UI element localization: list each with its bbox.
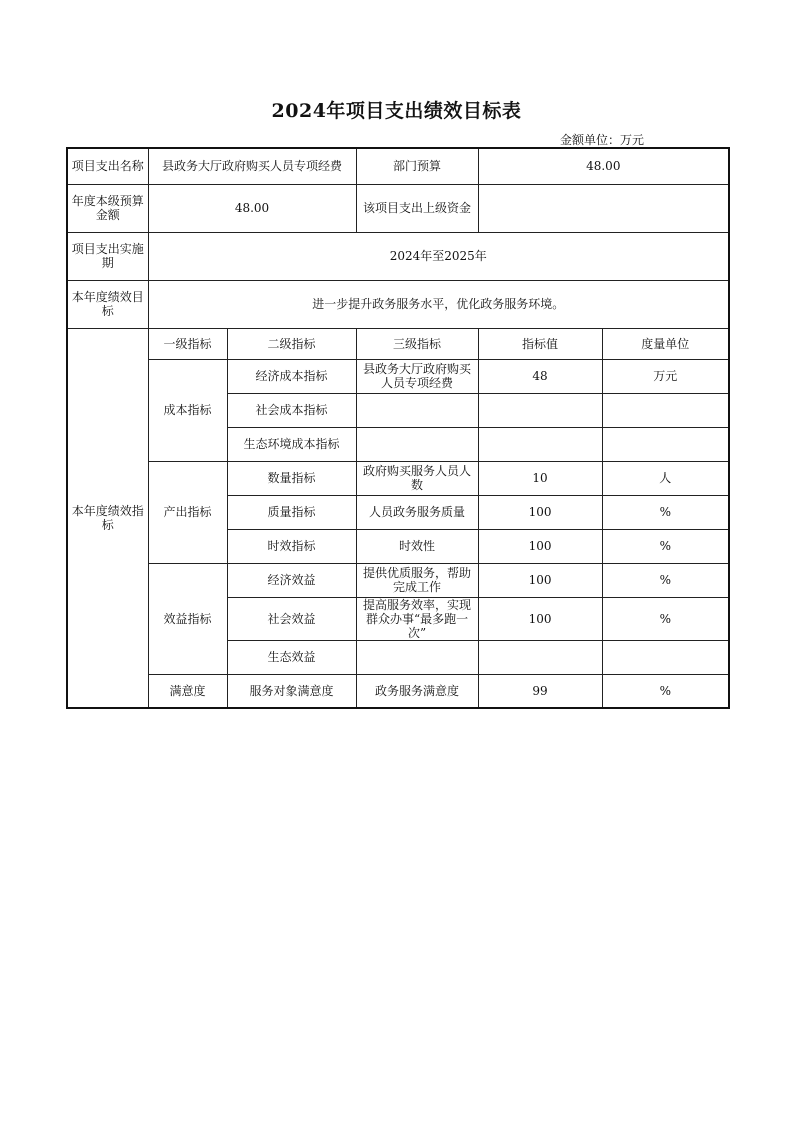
unit-cell — [602, 393, 729, 427]
value-cell — [478, 640, 602, 674]
amount-unit-label: 金额单位：万元 — [560, 133, 645, 147]
unit-cell: % — [602, 495, 729, 529]
table-row — [67, 328, 729, 359]
level3-cell: 政府购买服务人员人数 — [356, 461, 478, 495]
upper-funds-label: 该项目支出上级资金 — [356, 184, 478, 232]
project-name-value: 县政务大厅政府购买人员专项经费 — [148, 148, 356, 184]
value-cell: 100 — [478, 563, 602, 597]
annual-budget-value: 48.00 — [148, 184, 356, 232]
level3-cell: 人员政务服务质量 — [356, 495, 478, 529]
value-cell: 99 — [478, 674, 602, 708]
column-header: 度量单位 — [602, 328, 729, 359]
level2-cell: 经济效益 — [227, 563, 356, 597]
level2-cell: 社会成本指标 — [227, 393, 356, 427]
level3-cell: 政务服务满意度 — [356, 674, 478, 708]
value-cell — [478, 393, 602, 427]
annual-budget-label: 年度本级预算金额 — [67, 184, 148, 232]
column-header: 一级指标 — [148, 328, 227, 359]
table-row — [67, 563, 729, 597]
level2-cell: 质量指标 — [227, 495, 356, 529]
value-cell: 100 — [478, 597, 602, 640]
table-row — [67, 280, 729, 328]
column-header: 三级指标 — [356, 328, 478, 359]
table-row — [67, 232, 729, 280]
group-satisfaction-label: 满意度 — [148, 674, 227, 708]
period-value: 2024年至2025年 — [148, 232, 729, 280]
dept-budget-label: 部门预算 — [356, 148, 478, 184]
value-cell: 10 — [478, 461, 602, 495]
group-output-label: 产出指标 — [148, 461, 227, 563]
unit-cell: % — [602, 597, 729, 640]
unit-cell — [602, 427, 729, 461]
level3-cell — [356, 393, 478, 427]
value-cell: 100 — [478, 495, 602, 529]
value-cell — [478, 427, 602, 461]
group-cost-label: 成本指标 — [148, 359, 227, 461]
dept-budget-value: 48.00 — [478, 148, 729, 184]
unit-cell: 人 — [602, 461, 729, 495]
level3-cell: 提高服务效率，实现群众办事“最多跑一次” — [356, 597, 478, 640]
level2-cell: 生态环境成本指标 — [227, 427, 356, 461]
level3-cell — [356, 427, 478, 461]
level2-cell: 数量指标 — [227, 461, 356, 495]
unit-cell: 万元 — [602, 359, 729, 393]
level2-cell: 时效指标 — [227, 529, 356, 563]
level3-cell: 县政务大厅政府购买人员专项经费 — [356, 359, 478, 393]
table-row — [67, 148, 729, 184]
column-header: 指标值 — [478, 328, 602, 359]
level3-cell: 提供优质服务，帮助完成工作 — [356, 563, 478, 597]
level3-cell: 时效性 — [356, 529, 478, 563]
performance-goal-table — [66, 147, 730, 709]
level2-cell: 生态效益 — [227, 640, 356, 674]
project-name-label: 项目支出名称 — [67, 148, 148, 184]
unit-cell: % — [602, 529, 729, 563]
goal-value: 进一步提升政务服务水平，优化政务服务环境。 — [148, 280, 729, 328]
level2-cell: 经济成本指标 — [227, 359, 356, 393]
upper-funds-value — [478, 184, 729, 232]
group-benefit-label: 效益指标 — [148, 563, 227, 674]
level2-cell: 服务对象满意度 — [227, 674, 356, 708]
value-cell: 100 — [478, 529, 602, 563]
unit-cell: % — [602, 674, 729, 708]
level2-cell: 社会效益 — [227, 597, 356, 640]
column-header: 二级指标 — [227, 328, 356, 359]
table-row — [67, 461, 729, 495]
table-row — [67, 359, 729, 393]
unit-cell — [602, 640, 729, 674]
unit-cell: % — [602, 563, 729, 597]
page-title: 2024年项目支出绩效目标表 — [271, 100, 522, 122]
indicators-section-label: 本年度绩效指标 — [67, 328, 148, 708]
level3-cell — [356, 640, 478, 674]
goal-label: 本年度绩效目标 — [67, 280, 148, 328]
table-row — [67, 184, 729, 232]
value-cell: 48 — [478, 359, 602, 393]
period-label: 项目支出实施期 — [67, 232, 148, 280]
table-row — [67, 674, 729, 708]
